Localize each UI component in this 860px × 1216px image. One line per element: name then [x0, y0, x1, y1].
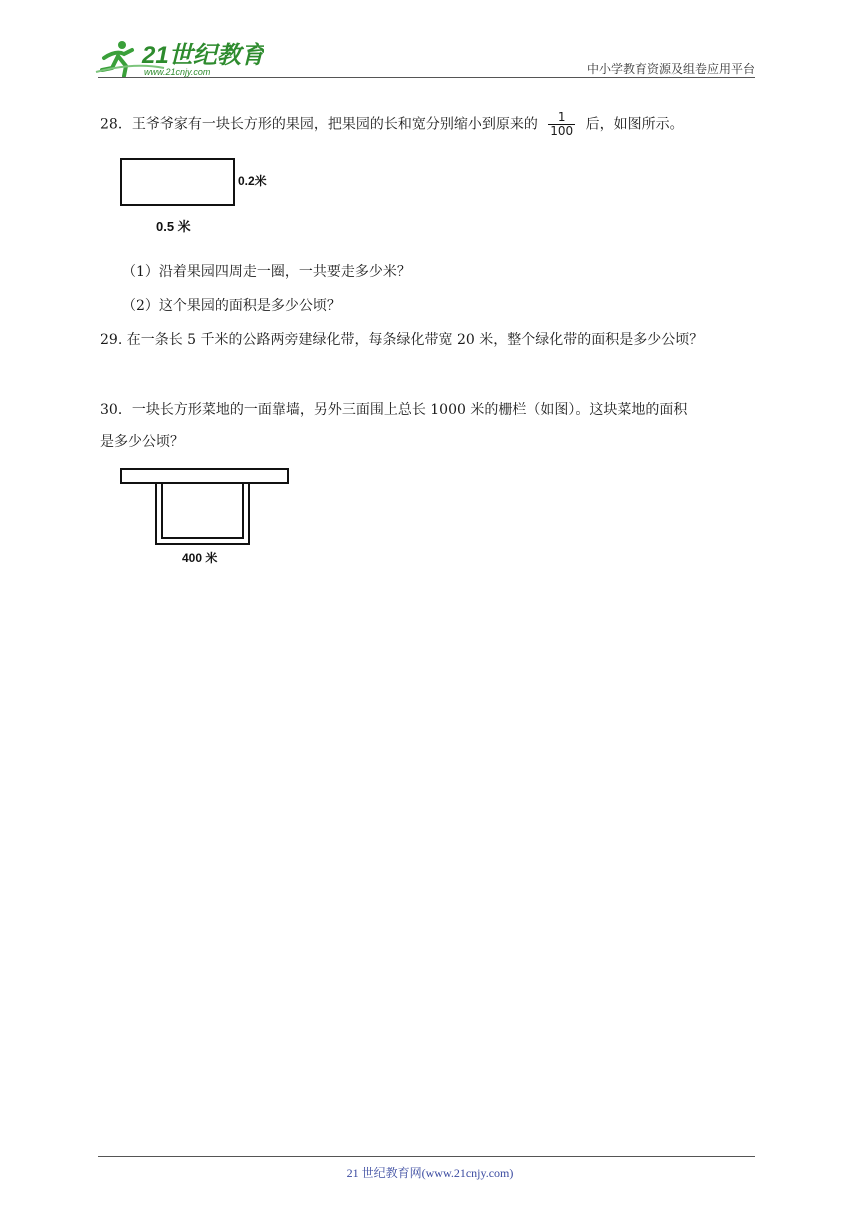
header-divider [98, 77, 755, 78]
wall-rectangle [121, 469, 288, 483]
length-label: 0.5 米 [156, 219, 191, 234]
logo-text: 21世纪教育 [142, 42, 264, 69]
q28-text-after: 后，如图所示。 [585, 116, 684, 133]
question-28 [100, 111, 684, 138]
fraction [548, 111, 575, 138]
site-logo [94, 36, 264, 80]
question-30-line-2: 是多少公顷？ [100, 434, 184, 450]
bottom-length-label: 400 米 [182, 551, 218, 565]
width-label: 0.2米 [238, 174, 267, 188]
question-29: 29. 在一条长 5 千米的公路两旁建绿化带，每条绿化带宽 20 米，整个绿化带的面积是多少公顷？ [100, 332, 704, 348]
footer-divider [98, 1156, 755, 1157]
orchard-figure [116, 154, 286, 238]
orchard-rectangle [121, 159, 234, 205]
q28-text-before: 28．王爷爷家有一块长方形的果园，把果园的长和宽分别缩小到原来的 [100, 116, 538, 133]
platform-title: 中小学教育资源及组卷应用平台 [586, 62, 755, 76]
fence-inner [162, 483, 243, 538]
garden-figure [116, 464, 296, 568]
fraction-denominator: 100 [550, 124, 574, 138]
fence-outer [156, 483, 249, 544]
footer-text: 21 世纪教育网(www.21cnjy.com) [346, 1166, 514, 1180]
question-30-line-1: 30．一块长方形菜地的一面靠墙，另外三面围上总长 1000 米的栅栏（如图）。这块菜地的面积 [100, 402, 688, 418]
fraction-numerator: 1 [557, 110, 566, 124]
q28-subquestion-1: （1）沿着果园四周走一圈，一共要走多少米？ [122, 264, 411, 280]
q28-subquestion-2: （2）这个果园的面积是多少公顷？ [122, 298, 341, 314]
logo-url: www.21cnjy.com [144, 67, 211, 77]
